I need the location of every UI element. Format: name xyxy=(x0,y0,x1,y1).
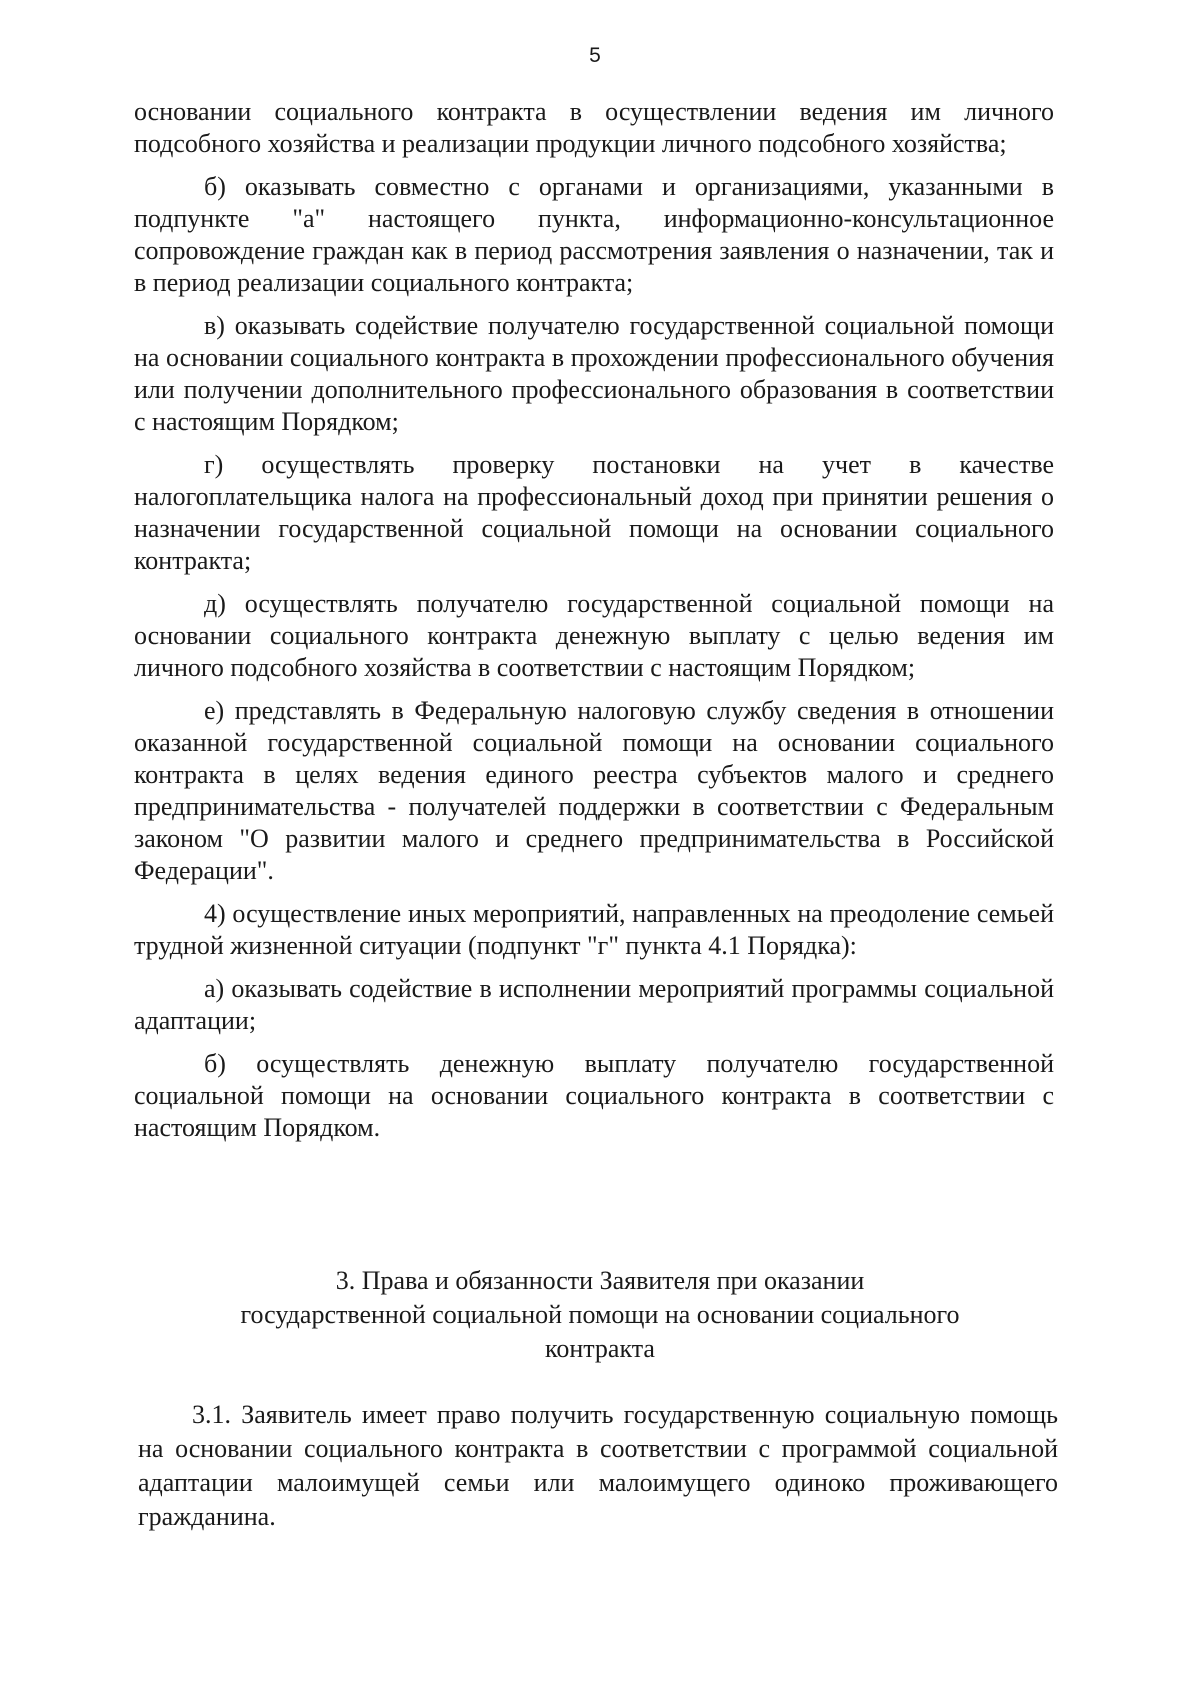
paragraph-continuation: основании социального контракта в осуществлении ведения им личного подсобного хозяйства и реализации продукции личного подсобного хозяйства; xyxy=(134,97,1054,158)
paragraph-item-d: д) осуществлять получателю государственной социальной помощи на основании социального контракта денежную выплату с целью ведения им личного подсобного хозяйства в соответствии с настоящим Порядком; xyxy=(134,589,1054,682)
paragraph-item-b: б) оказывать совместно с органами и организациями, указанными в подпункте "а" настоящего пункта, информационно-консультационное сопровождение граждан как в период рассмотрения заявления о назначении, так и в период реализации социального контракта; xyxy=(134,172,1054,297)
paragraph-item-g: г) осуществлять проверку постановки на учет в качестве налогоплательщика налога на профессиональный доход при принятии решения о назначении государственной социальной помощи на основании социального контракта; xyxy=(134,450,1054,575)
paragraph-item-4a: а) оказывать содействие в исполнении мероприятий программы социальной адаптации; xyxy=(134,974,1054,1035)
section-heading-line: контракта xyxy=(545,1334,655,1363)
paragraph-item-4: 4) осуществление иных мероприятий, направленных на преодоление семьей трудной жизненной ситуации (подпункт "г" пункта 4.1 Порядка): xyxy=(134,899,1054,960)
section-heading-line: государственной социальной помощи на основании социального xyxy=(240,1300,960,1329)
paragraph-item-4b: б) осуществлять денежную выплату получателю государственной социальной помощи на основании социального контракта в соответствии с настоящим Порядком. xyxy=(134,1049,1054,1142)
paragraph-item-e: е) представлять в Федеральную налоговую службу сведения в отношении оказанной государственной социальной помощи на основании социального контракта в целях ведения единого реестра субъектов малого и среднего предпринимательства - получателей поддержки в соответствии с Федеральным законом "О развитии малого и среднего предпринимательства в Российской Федерации". xyxy=(134,696,1054,885)
section-body xyxy=(138,1398,1058,1534)
paragraph-item-v: в) оказывать содействие получателю государственной социальной помощи на основании социального контракта в прохождении профессионального обучения или получении дополнительного профессионального образования в соответствии с настоящим Порядком; xyxy=(134,311,1054,436)
section-heading xyxy=(150,1264,1050,1366)
paragraph-3-1: 3.1. Заявитель имеет право получить государственную социальную помощь на основании социального контракта в соответствии с программой социальной адаптации малоимущей семьи или малоимущего одиноко проживающего гражданина. xyxy=(138,1400,1058,1531)
page-number: 5 xyxy=(589,44,601,67)
section-heading-line: 3. Права и обязанности Заявителя при оказании xyxy=(335,1266,865,1295)
document-body xyxy=(134,96,1054,1155)
